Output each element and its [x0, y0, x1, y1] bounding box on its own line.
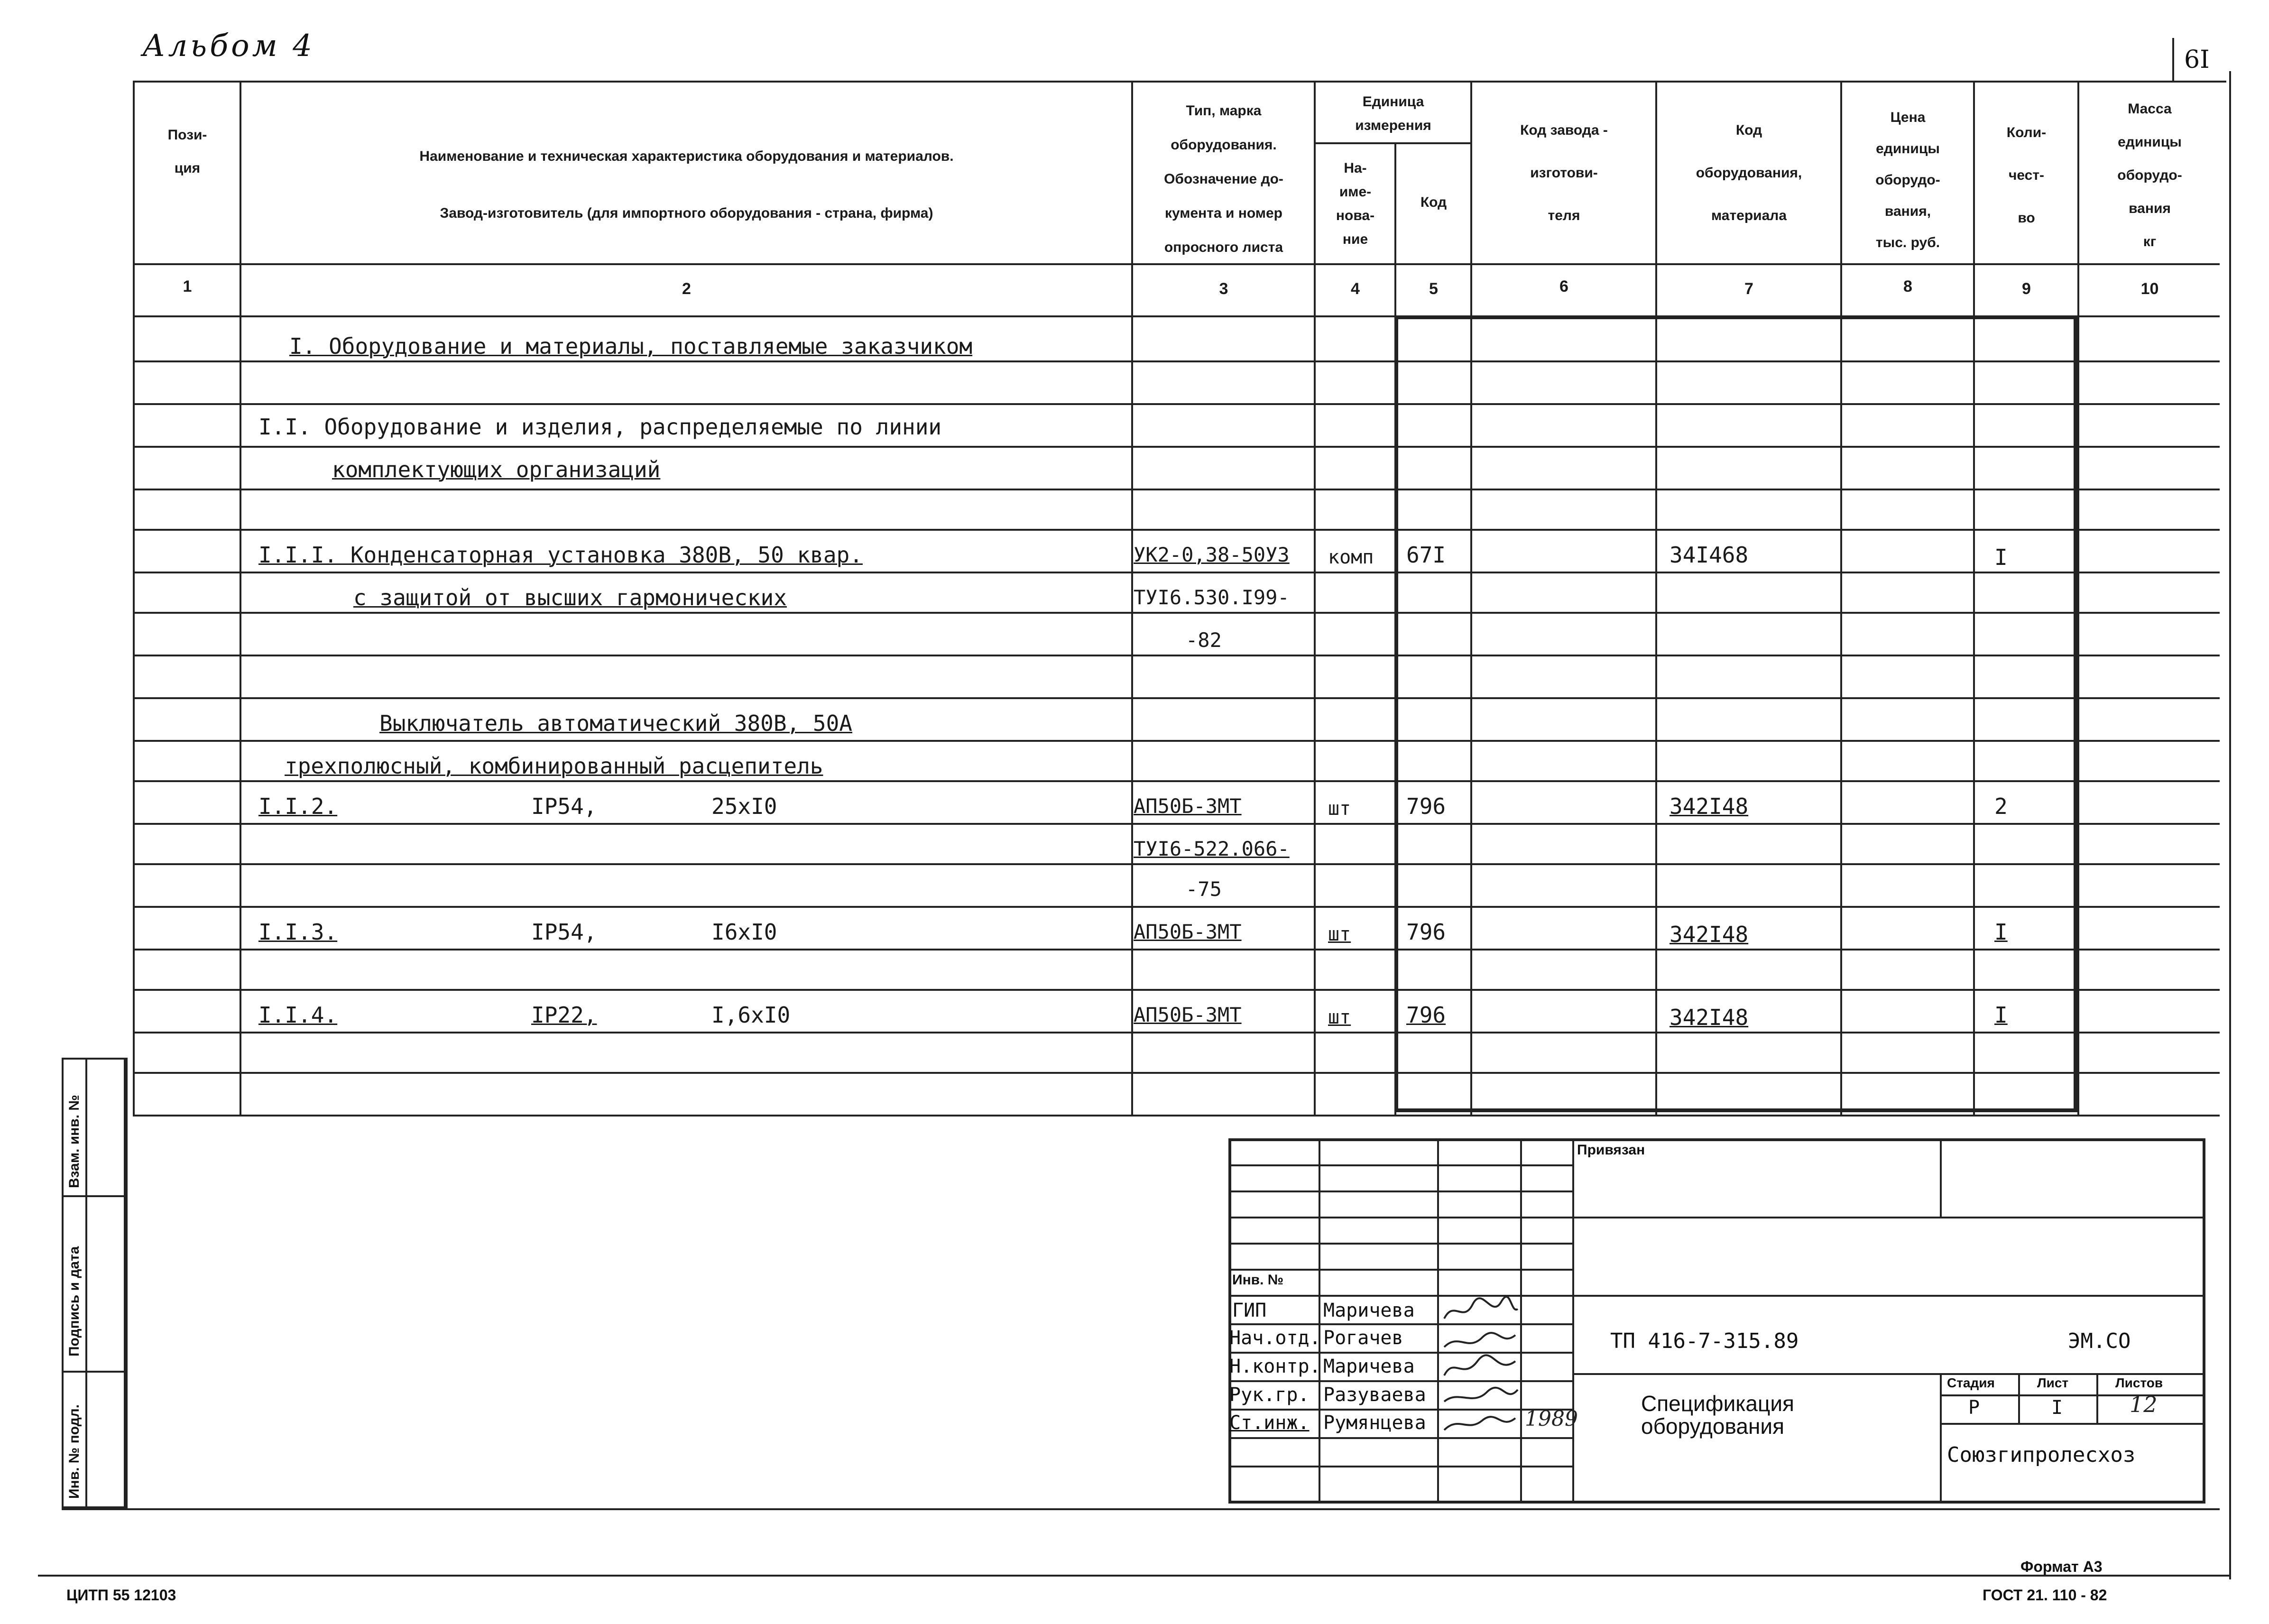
col-sep-3 — [1314, 81, 1316, 1115]
item-113-position: I.I.3. — [258, 919, 338, 945]
row-line — [133, 612, 2220, 614]
section-1-heading: I. Оборудование и материалы, поставляемые заказчиком — [289, 333, 973, 359]
row-line — [133, 989, 2220, 991]
breaker-description: Выключатель автоматический 380В, 50А — [379, 710, 852, 736]
item-113-unit-code: 796 — [1406, 919, 1446, 945]
tb-name: Маричева — [1323, 1356, 1415, 1377]
col-number: 9 — [2022, 280, 2031, 298]
item-114-param: I,6хI0 — [711, 1002, 791, 1028]
tb-stage-label: Стадия — [1947, 1375, 1995, 1390]
row-line — [133, 697, 2220, 699]
item-114-material-code: 342I48 — [1669, 1005, 1749, 1030]
col7-header: Код оборудования, материала — [1696, 122, 1802, 223]
item-112-type-doc-cont: -75 — [1186, 877, 1222, 901]
tb-organization: Союзгипролесхоз — [1947, 1443, 2136, 1467]
section-1-1-heading: I.I. Оборудование и изделия, распределяемые по линии — [258, 414, 942, 440]
col5-header: Код — [1420, 194, 1447, 210]
item-111-quantity: I — [1994, 544, 2008, 570]
row-line — [133, 1032, 2220, 1033]
col-number: 10 — [2140, 280, 2159, 298]
col6-header: Код завода - изготови- теля — [1520, 122, 1608, 223]
item-114-position: I.I.4. — [258, 1002, 338, 1028]
row-line — [133, 740, 2220, 742]
col10-header: Масса единицы оборудо- вания кг — [2117, 101, 2182, 249]
album-label: Альбом 4 — [142, 28, 315, 64]
item-111-name-cont: с защитой от высших гармонических — [353, 585, 787, 610]
tb-name: Рогачев — [1323, 1327, 1403, 1349]
section-1-1-heading-cont: комплектующих организаций — [332, 457, 661, 482]
row-line — [133, 1072, 2220, 1074]
col-sep-9 — [2077, 81, 2079, 1115]
item-113-quantity: I — [1994, 919, 2008, 945]
tb-row — [1228, 1269, 1572, 1271]
tb-bound-label: Привязан — [1577, 1142, 1645, 1158]
breaker-description-cont: трехполюсный, комбинированный расцепитель — [285, 753, 823, 779]
col1-header: Пози- ция — [167, 127, 207, 176]
tb-row — [1228, 1466, 1572, 1467]
signature-marks — [1439, 1295, 1520, 1437]
side-label-original-inv: Инв. № подл. — [66, 1404, 82, 1499]
format-label: Формат А3 — [2020, 1558, 2103, 1575]
item-112-position: I.I.2. — [258, 794, 338, 819]
main-table-bottom — [133, 1115, 2220, 1116]
col-number: 3 — [1219, 280, 1228, 298]
tb-row — [1572, 1217, 2205, 1218]
item-112-material-code: 342I48 — [1669, 794, 1749, 819]
tb-row — [1228, 1295, 1572, 1297]
tb-sheets-label: Листов — [2115, 1375, 2163, 1390]
col-number: 1 — [183, 277, 192, 295]
tb-year: 1989 — [1525, 1407, 1578, 1431]
item-111-name: I.I.I. Конденсаторная установка 380В, 50 квар. — [258, 542, 863, 568]
row-line — [133, 529, 2220, 531]
tb-row — [1228, 1164, 1572, 1166]
item-111-type-doc-cont: -82 — [1186, 628, 1222, 652]
item-113-unit: шт — [1328, 923, 1351, 945]
row-line — [133, 780, 2220, 782]
page-number: 6I — [2184, 46, 2210, 74]
col45-header: Единица измерения — [1355, 94, 1431, 133]
tb-col — [2096, 1373, 2098, 1423]
col-number: 7 — [1744, 280, 1753, 298]
tb-sheets: 12 — [2130, 1392, 2158, 1417]
tb-row — [1572, 1295, 2205, 1297]
tb-inv-no-label: Инв. № — [1232, 1272, 1284, 1288]
item-111-unit-code: 67I — [1406, 542, 1446, 568]
item-113-ip: IP54, — [531, 919, 597, 945]
tb-row — [1228, 1190, 1572, 1192]
col4-header: На- име- нова- ние — [1336, 160, 1375, 247]
item-112-param: 25хI0 — [711, 794, 777, 819]
tb-doc-suffix: ЭМ.СО — [2068, 1329, 2131, 1353]
tb-name: Разуваева — [1323, 1384, 1426, 1406]
item-114-type: АП50Б-3МТ — [1134, 1003, 1242, 1026]
col-number: 6 — [1559, 277, 1568, 295]
bottom-frame-line — [62, 1508, 2220, 1510]
strip-divider — [62, 1195, 126, 1197]
row-line — [133, 655, 2220, 656]
item-112-unit: шт — [1328, 798, 1351, 820]
tb-role: Ст.инж. — [1229, 1412, 1310, 1434]
printer-code: ЦИТП 55 12103 — [66, 1587, 176, 1604]
left-strip-edge — [126, 1058, 128, 1508]
item-114-quantity: I — [1994, 1002, 2008, 1028]
tb-row — [1940, 1423, 2205, 1425]
col-sep-2 — [1131, 81, 1133, 1115]
item-111-material-code: 34I468 — [1669, 542, 1749, 568]
row-line — [133, 446, 2220, 448]
tb-col — [1520, 1138, 1522, 1504]
col8-header: Цена единицы оборудо- вания, тыс. руб. — [1875, 110, 1940, 250]
row-line — [133, 863, 2220, 865]
unit-group-divider — [1314, 142, 1470, 144]
item-113-param: I6хI0 — [711, 919, 777, 945]
tb-row — [1228, 1243, 1572, 1245]
tb-row — [1228, 1217, 1572, 1218]
col-number: 2 — [682, 280, 691, 298]
tb-col — [1319, 1138, 1320, 1504]
bold-box — [1394, 315, 2077, 1112]
tb-name: Румянцева — [1323, 1412, 1426, 1434]
row-line — [133, 360, 2220, 362]
tb-role: Рук.гр. — [1229, 1384, 1310, 1406]
col2-header: Наименование и техническая характеристика оборудования и материалов. Завод-изготовитель (для импортного оборудования - страна, фирма) — [419, 148, 954, 221]
item-112-ip: IP54, — [531, 794, 597, 819]
side-label-signature-date: Подпись и дата — [66, 1246, 82, 1356]
item-112-unit-code: 796 — [1406, 794, 1446, 819]
item-114-ip: IP22, — [531, 1002, 597, 1028]
frame-right — [2229, 71, 2231, 1579]
frame-left — [133, 81, 135, 1115]
row-line — [133, 572, 2220, 573]
col3-header: Тип, марка оборудования. Обозначение до- кумента и номер опросного листа — [1164, 103, 1283, 255]
tb-doc-code: ТП 416-7-315.89 — [1610, 1329, 1799, 1353]
col9-header: Коли- чест- во — [2006, 125, 2047, 226]
row-line — [133, 906, 2220, 908]
col-sep-1 — [240, 81, 241, 1115]
tb-col — [1940, 1138, 1942, 1217]
item-111-type: УК2-0,38-50УЗ — [1134, 543, 1290, 566]
row-line — [133, 949, 2220, 950]
gost-label: ГОСТ 21. 110 - 82 — [1983, 1587, 2107, 1604]
frame-top — [133, 81, 2220, 83]
tb-col — [2018, 1373, 2020, 1423]
tb-col — [1437, 1138, 1439, 1504]
col-number: 5 — [1429, 280, 1438, 298]
item-113-material-code: 342I48 — [1669, 922, 1749, 947]
strip-divider — [62, 1371, 126, 1373]
frame-bottom-outer — [38, 1575, 2229, 1577]
item-112-type: АП50Б-3МТ — [1134, 794, 1242, 818]
tb-col — [1940, 1373, 1942, 1504]
item-114-unit: шт — [1328, 1006, 1351, 1028]
row-line — [133, 489, 2220, 490]
tb-role: Н.контр. — [1229, 1356, 1321, 1377]
item-111-unit: комп — [1328, 546, 1374, 568]
col-number: 4 — [1351, 280, 1360, 298]
tb-doc-title: Спецификация оборудования — [1641, 1391, 1794, 1439]
col-number: 8 — [1903, 277, 1912, 295]
row-line — [133, 823, 2220, 825]
strip-divider — [85, 1058, 87, 1508]
tb-sheet-label: Лист — [2037, 1375, 2069, 1390]
item-111-type-doc: ТУI6.530.I99- — [1134, 586, 1290, 609]
item-114-unit-code: 796 — [1406, 1002, 1446, 1028]
item-112-type-doc: ТУI6-522.066- — [1134, 837, 1290, 860]
tb-sheet: I — [2051, 1397, 2063, 1419]
item-112-quantity: 2 — [1994, 794, 2008, 819]
tb-col — [1572, 1138, 1574, 1504]
item-113-type: АП50Б-3МТ — [1134, 920, 1242, 943]
tb-row — [1228, 1437, 1572, 1439]
side-label-replaced-inv: Взам. инв. № — [66, 1095, 82, 1188]
tb-role: ГИП — [1232, 1300, 1267, 1321]
row-line — [133, 403, 2220, 405]
tb-role: Нач.отд. — [1229, 1327, 1321, 1349]
tb-stage: Р — [1968, 1397, 1980, 1419]
tb-name: Маричева — [1323, 1300, 1415, 1321]
tb-row — [1572, 1373, 2205, 1375]
